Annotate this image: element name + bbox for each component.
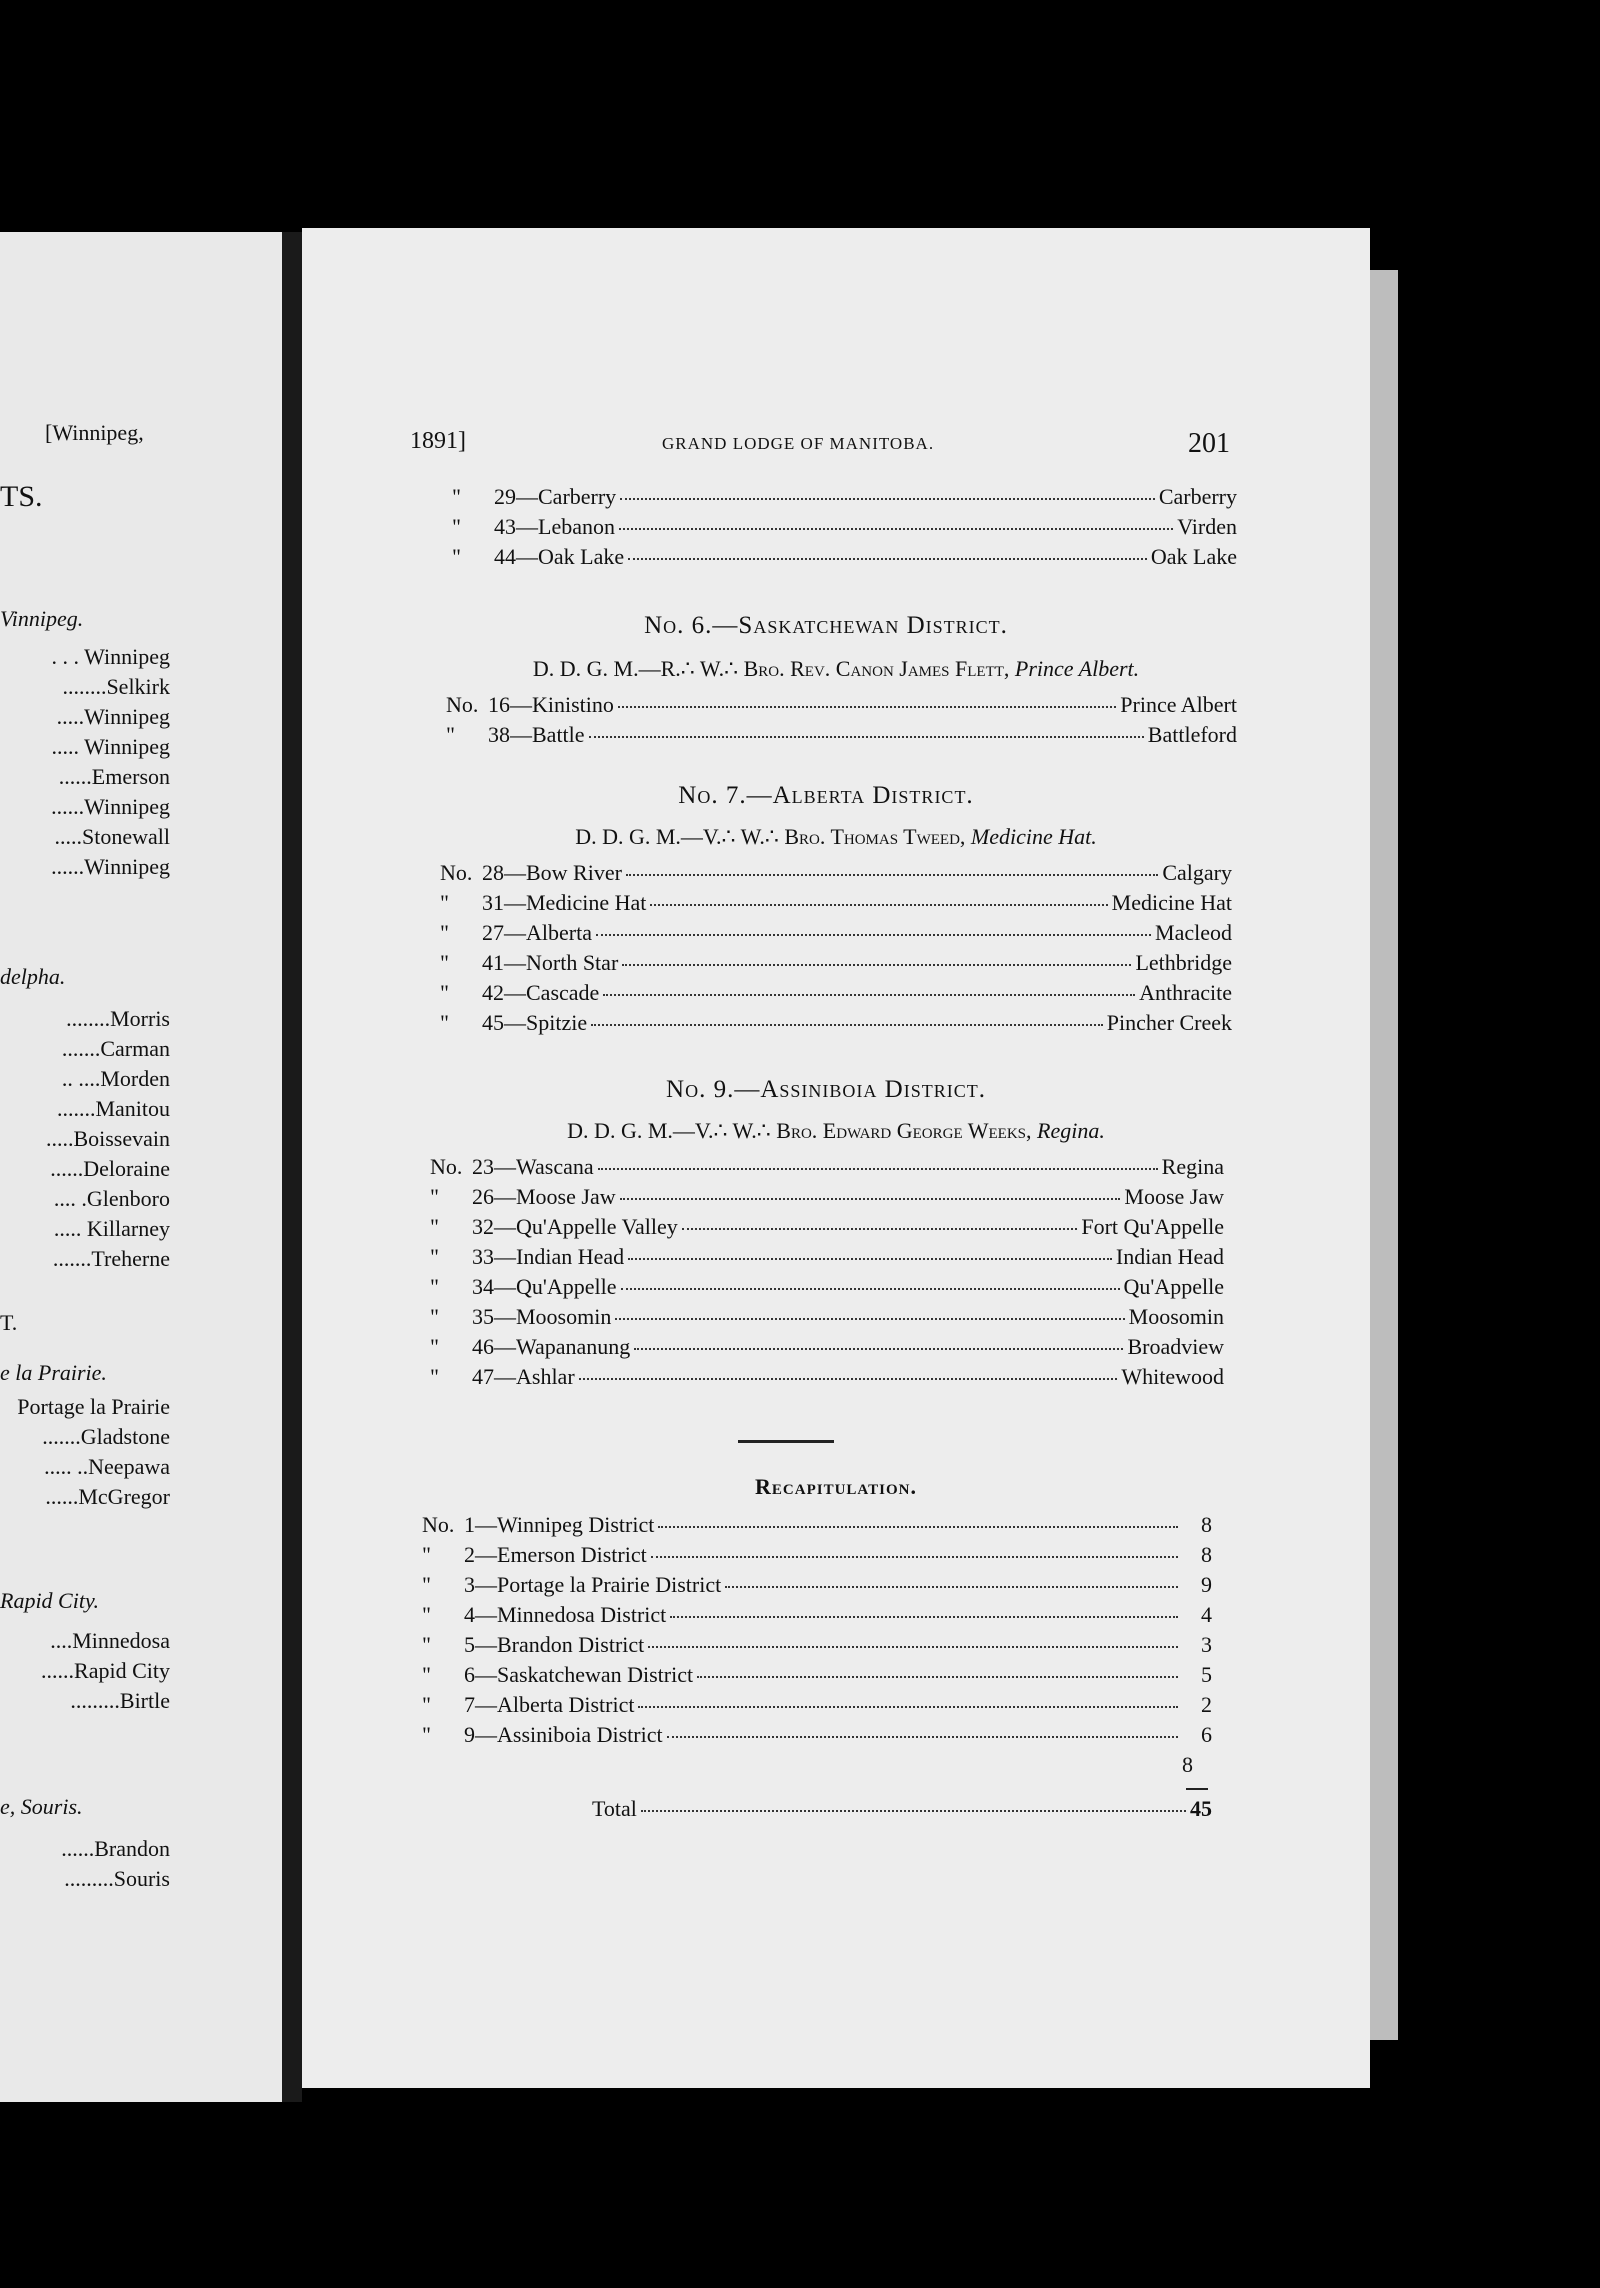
lodge-name: 28—Bow River xyxy=(482,860,622,885)
dot-leader xyxy=(628,1258,1112,1260)
dot-leader xyxy=(622,964,1131,966)
dgm-name: Bro. Edward George Weeks, xyxy=(776,1118,1037,1143)
ditto-mark: " xyxy=(440,980,449,1005)
dot-leader xyxy=(667,1736,1178,1738)
ditto-mark: " xyxy=(422,1662,431,1687)
ditto-mark: " xyxy=(422,1692,431,1717)
dot-leader xyxy=(615,1318,1124,1320)
lodge-location: Battleford xyxy=(1147,722,1237,747)
left-district-heading: Vinnipeg. xyxy=(0,606,84,631)
lodge-location: Lethbridge xyxy=(1135,950,1232,975)
left-lodge-place: ........Selkirk xyxy=(62,674,170,699)
lodge-name: 38—Battle xyxy=(488,722,585,747)
lodge-row xyxy=(452,484,1237,512)
dot-leader xyxy=(620,1198,1121,1200)
page-title: GRAND LODGE OF MANITOBA. xyxy=(662,434,935,453)
lodge-name: 26—Moose Jaw xyxy=(472,1184,616,1209)
district-name: 5—Brandon District xyxy=(464,1632,645,1657)
total-row xyxy=(592,1796,1212,1824)
left-lodge-place: ..... ..Neepawa xyxy=(44,1454,170,1479)
dot-leader xyxy=(620,498,1155,500)
lodge-row xyxy=(430,1304,1224,1332)
recap-row xyxy=(422,1602,1212,1630)
left-lodge-place: T. xyxy=(0,1310,18,1335)
lodge-row xyxy=(430,1244,1224,1272)
recap-row xyxy=(422,1662,1212,1690)
left-district-heading: Rapid City. xyxy=(0,1588,99,1613)
left-district-heading: e la Prairie. xyxy=(0,1360,107,1385)
left-lodge-place: ......Brandon xyxy=(61,1836,170,1861)
dot-leader xyxy=(670,1616,1178,1618)
lodge-name: 46—Wapananung xyxy=(472,1334,631,1359)
lodge-location: Moose Jaw xyxy=(1124,1184,1224,1209)
district-name: 4—Minnedosa District xyxy=(464,1602,667,1627)
dot-leader xyxy=(621,1288,1120,1290)
left-lodge-place: .......Treherne xyxy=(52,1246,170,1271)
ditto-mark: No. xyxy=(440,860,473,885)
left-lodge-place: ........Morris xyxy=(66,1006,170,1031)
lodge-name: 29—Carberry xyxy=(494,484,617,509)
lodge-row xyxy=(440,950,1232,978)
left-lodge-place: ......McGregor xyxy=(45,1484,170,1509)
lodge-name: 35—Moosomin xyxy=(472,1304,612,1329)
lodge-count: 4 xyxy=(1201,1602,1212,1627)
lodge-name: 16—Kinistino xyxy=(488,692,614,717)
left-lodge-place: . . . Winnipeg xyxy=(51,644,170,669)
lodge-row xyxy=(430,1214,1224,1242)
lodge-location: Whitewood xyxy=(1121,1364,1224,1389)
total-rule xyxy=(1186,1788,1208,1790)
dot-leader xyxy=(725,1586,1178,1588)
lodge-location: Virden xyxy=(1177,514,1237,539)
recap-row xyxy=(422,1722,1212,1750)
ditto-mark: " xyxy=(440,950,449,975)
lodge-location: Fort Qu'Appelle xyxy=(1081,1214,1224,1239)
lodge-location: Qu'Appelle xyxy=(1123,1274,1224,1299)
dot-leader xyxy=(591,1024,1103,1026)
dot-leader xyxy=(618,706,1116,708)
left-lodge-place: .....Winnipeg xyxy=(56,704,170,729)
lodge-count: 2 xyxy=(1201,1692,1212,1717)
ditto-mark: No. xyxy=(422,1512,455,1537)
ditto-mark: " xyxy=(422,1602,431,1627)
lodge-count: 8 xyxy=(1201,1512,1212,1537)
dot-leader xyxy=(648,1646,1178,1648)
lodge-name: 44—Oak Lake xyxy=(494,544,625,569)
left-lodge-place: [Winnipeg, xyxy=(45,420,144,445)
lodge-name: 43—Lebanon xyxy=(494,514,615,539)
dot-leader xyxy=(658,1526,1178,1528)
lodge-row xyxy=(440,980,1232,1008)
lodge-name: 33—Indian Head xyxy=(472,1244,625,1269)
ditto-mark: " xyxy=(446,722,455,747)
dgm-prefix: D. D. G. M.—V.∴ W.∴ xyxy=(567,1118,777,1143)
left-lodge-place: .........Birtle xyxy=(70,1688,170,1713)
lodge-row xyxy=(446,692,1237,720)
lodge-row xyxy=(446,722,1237,750)
district-name: 6—Saskatchewan District xyxy=(464,1662,694,1687)
recap-row xyxy=(422,1632,1212,1660)
left-lodge-place: ......Rapid City xyxy=(41,1658,170,1683)
lodge-location: Broadview xyxy=(1127,1334,1224,1359)
lodge-location: Moosomin xyxy=(1128,1304,1224,1329)
district-name: 9—Assiniboia District xyxy=(464,1722,663,1747)
ditto-mark: " xyxy=(440,1010,449,1035)
left-lodge-place: ......Winnipeg xyxy=(51,794,170,819)
recap-row xyxy=(422,1512,1212,1540)
lodge-row xyxy=(430,1364,1224,1392)
ditto-mark: " xyxy=(422,1542,431,1567)
left-lodge-place: .....Boissevain xyxy=(45,1126,170,1151)
dot-leader xyxy=(634,1348,1123,1350)
left-lodge-place: Portage la Prairie xyxy=(17,1394,170,1419)
ditto-mark: " xyxy=(430,1304,439,1329)
lodge-location: Prince Albert xyxy=(1120,692,1237,717)
dot-leader xyxy=(650,904,1107,906)
lodge-count: 5 xyxy=(1201,1662,1212,1687)
ditto-mark: " xyxy=(430,1274,439,1299)
ditto-mark: No. xyxy=(430,1154,463,1179)
lodge-location: Calgary xyxy=(1162,860,1232,885)
dot-leader xyxy=(579,1378,1118,1380)
lodge-count: 8 xyxy=(1201,1542,1212,1567)
page-number: 201 xyxy=(1188,428,1230,459)
dot-leader xyxy=(619,528,1173,530)
lodge-name: 23—Wascana xyxy=(472,1154,594,1179)
dot-leader xyxy=(651,1556,1178,1558)
district-title: No. 9.—Assiniboia District. xyxy=(666,1076,986,1103)
ditto-mark: " xyxy=(430,1364,439,1389)
lodge-count: 8 xyxy=(1182,1752,1193,1777)
dot-leader xyxy=(596,934,1151,936)
dgm-prefix: D. D. G. M.—R.∴ W.∴ xyxy=(532,656,744,681)
book-gutter xyxy=(282,232,302,2102)
lodge-row xyxy=(440,920,1232,948)
lodge-name: 31—Medicine Hat xyxy=(482,890,647,915)
lodge-count: 6 xyxy=(1201,1722,1212,1747)
lodge-row xyxy=(440,1010,1232,1038)
left-lodge-place: ......Emerson xyxy=(58,764,170,789)
ditto-mark: No. xyxy=(446,692,479,717)
section-rule xyxy=(738,1440,834,1443)
deputy-grand-master xyxy=(302,656,1370,682)
dot-leader xyxy=(638,1706,1178,1708)
dot-leader xyxy=(628,558,1147,560)
dot-leader xyxy=(598,1168,1158,1170)
left-lodge-place: .. ....Morden xyxy=(61,1066,170,1091)
ditto-mark: " xyxy=(452,544,461,569)
recap-row xyxy=(422,1542,1212,1570)
dot-leader xyxy=(589,736,1144,738)
ditto-mark: " xyxy=(440,890,449,915)
total-value: 45 xyxy=(1190,1796,1212,1821)
ditto-mark: " xyxy=(430,1334,439,1359)
ditto-mark: " xyxy=(440,920,449,945)
lodge-location: Carberry xyxy=(1158,484,1237,509)
dot-leader xyxy=(682,1228,1078,1230)
left-lodge-place: ..... Winnipeg xyxy=(51,734,170,759)
right-page xyxy=(302,228,1370,2088)
total-label: Total xyxy=(592,1796,637,1821)
year-label: 1891] xyxy=(410,428,466,454)
lodge-row xyxy=(440,890,1232,918)
ditto-mark: " xyxy=(430,1214,439,1239)
district-title: No. 6.—Saskatchewan District. xyxy=(644,612,1008,639)
ditto-mark: " xyxy=(422,1632,431,1657)
lodge-row xyxy=(430,1154,1224,1182)
left-lodge-place: .....Stonewall xyxy=(54,824,170,849)
district-name: 7—Alberta District xyxy=(464,1692,635,1717)
lodge-location: Oak Lake xyxy=(1150,544,1237,569)
left-lodge-place: .... .Glenboro xyxy=(53,1186,170,1211)
dot-leader xyxy=(603,994,1135,996)
lodge-row xyxy=(452,544,1237,572)
left-lodge-place: ....Minnedosa xyxy=(50,1628,170,1653)
lodge-row xyxy=(430,1274,1224,1302)
left-lodge-place: .......Gladstone xyxy=(42,1424,170,1449)
running-head xyxy=(302,428,1370,458)
lodge-location: Medicine Hat xyxy=(1111,890,1232,915)
lodge-name: 34—Qu'Appelle xyxy=(472,1274,617,1299)
extra-count xyxy=(1182,1752,1212,1780)
left-lodge-place: ..... Killarney xyxy=(53,1216,170,1241)
left-lodge-place: ......Deloraine xyxy=(50,1156,170,1181)
recap-row xyxy=(422,1692,1212,1720)
dot-leader xyxy=(626,874,1158,876)
left-lodge-place: .........Souris xyxy=(64,1866,170,1891)
page-edge xyxy=(1370,270,1398,2040)
left-page xyxy=(0,232,282,2102)
deputy-grand-master xyxy=(302,824,1370,850)
lodge-location: Regina xyxy=(1161,1154,1224,1179)
lodge-row xyxy=(440,860,1232,888)
lodge-name: 41—North Star xyxy=(482,950,619,975)
lodge-count: 9 xyxy=(1201,1572,1212,1597)
left-district-heading: delpha. xyxy=(0,964,66,989)
deputy-grand-master xyxy=(302,1118,1370,1144)
lodge-name: 45—Spitzie xyxy=(482,1010,588,1035)
lodge-name: 47—Ashlar xyxy=(472,1364,575,1389)
dot-leader xyxy=(697,1676,1178,1678)
ditto-mark: " xyxy=(430,1244,439,1269)
lodge-row xyxy=(452,514,1237,542)
lodge-location: Macleod xyxy=(1155,920,1232,945)
dgm-place: Medicine Hat. xyxy=(970,824,1097,849)
recapitulation-title: Recapitulation. xyxy=(755,1474,917,1499)
lodge-location: Pincher Creek xyxy=(1106,1010,1232,1035)
lodge-location: Anthracite xyxy=(1139,980,1232,1005)
lodge-count: 3 xyxy=(1201,1632,1212,1657)
dgm-prefix: D. D. G. M.—V.∴ W.∴ xyxy=(575,824,785,849)
left-district-heading: e, Souris. xyxy=(0,1794,83,1819)
lodge-location: Indian Head xyxy=(1115,1244,1224,1269)
dgm-name: Bro. Thomas Tweed, xyxy=(784,824,971,849)
lodge-name: 27—Alberta xyxy=(482,920,592,945)
district-name: 2—Emerson District xyxy=(464,1542,647,1567)
ditto-mark: " xyxy=(430,1184,439,1209)
dgm-name: Bro. Rev. Canon James Flett, xyxy=(743,656,1015,681)
dgm-place: Regina. xyxy=(1037,1118,1105,1143)
lodge-name: 32—Qu'Appelle Valley xyxy=(472,1214,678,1239)
ditto-mark: " xyxy=(452,514,461,539)
ditto-mark: " xyxy=(422,1572,431,1597)
lodge-row xyxy=(430,1334,1224,1362)
district-name: 1—Winnipeg District xyxy=(464,1512,655,1537)
lodge-name: 42—Cascade xyxy=(482,980,600,1005)
recap-row xyxy=(422,1572,1212,1600)
dgm-place: Prince Albert. xyxy=(1014,656,1140,681)
district-name: 3—Portage la Prairie District xyxy=(464,1572,722,1597)
left-lodge-place: TS. xyxy=(0,480,43,513)
left-lodge-place: .......Manitou xyxy=(56,1096,170,1121)
district-title: No. 7.—Alberta District. xyxy=(678,782,974,809)
lodge-row xyxy=(430,1184,1224,1212)
ditto-mark: " xyxy=(422,1722,431,1747)
left-lodge-place: .......Carman xyxy=(61,1036,170,1061)
dot-leader xyxy=(641,1810,1186,1812)
left-lodge-place: ......Winnipeg xyxy=(51,854,170,879)
ditto-mark: " xyxy=(452,484,461,509)
